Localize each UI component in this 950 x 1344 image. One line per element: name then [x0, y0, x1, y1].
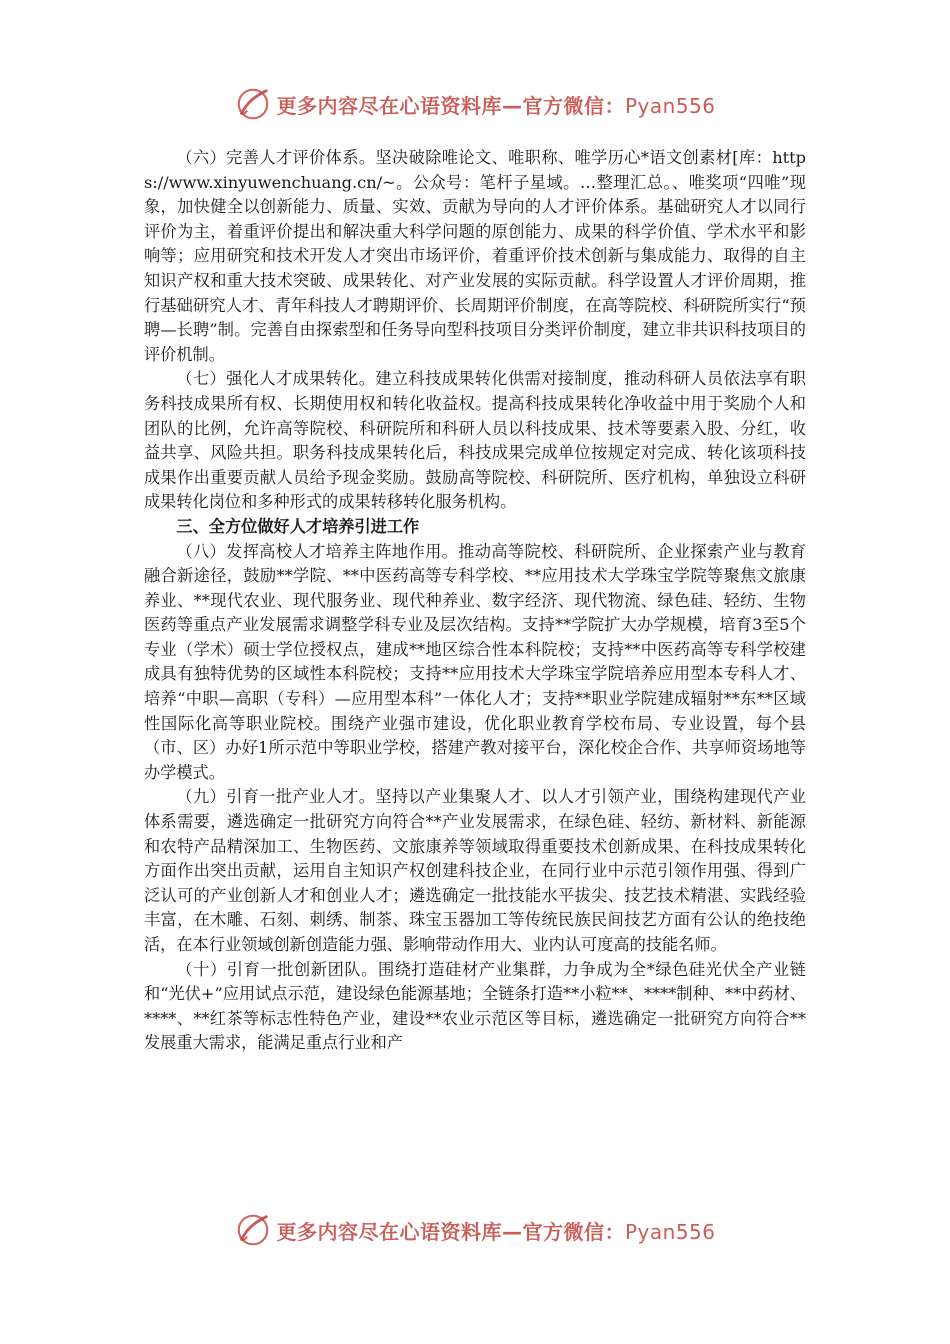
paragraph: （六）完善人才评价体系。坚决破除唯论文、唯职称、唯学历心*语文创素材[库：https://www.xinyuwenchuang.cn/~。公众号：笔杆子星域。…整理汇总。、唯奖项“四唯”现象，加快健全以创新能力、质量、实效、贡献为导向的人才评价体系。基础研究人才以同行评价为主，着重评价提出和解决重大科学问题的原创能力、成果的科学价值、学术水平和影响等；应用研究和技术开发人才突出市场评价，着重评价技术创新与集成能力、取得的自主知识产权和重大技术突破、成果转化、对产业发展的实际贡献。科学设置人才评价周期，推行基础研究人才、青年科技人才聘期评价、长周期评价制度，在高等院校、科研院所实行“预聘—长聘”制。完善自由探索型和任务导向型科技项目分类评价制度，建立非共识科技项目的评价机制。: [144, 148, 806, 364]
watermark-text: 更多内容尽在心语资料库—官方微信：Pyan556: [276, 1219, 716, 1244]
paragraph: （十）引育一批创新团队。围绕打造硅材产业集群，力争成为全*绿色硅光伏全产业链和“光伏+”应用试点示范，建设绿色能源基地；全链条打造**小粒**、****制种、**中药材、****、**红茶等标志性特色产业，建设**农业示范区等目标，遴选确定一批研究方向符合**发展重大需求，能满足重点行业和产: [144, 959, 806, 1053]
section-heading: 三、全方位做好人才培养引进工作: [176, 516, 420, 536]
pen-logo-icon: [234, 1211, 272, 1249]
watermark-banner-bottom: [0, 1210, 950, 1250]
paragraph: （九）引育一批产业人才。坚持以产业集聚人才、以人才引领产业，围绕构建现代产业体系需要，遴选确定一批研究方向符合**产业发展需求，在绿色硅、轻纺、新材料、新能源和农特产品精深加工、生物医药、文旅康养等领域取得重要技术创新成果、在科技成果转化方面作出突出贡献，运用自主知识产权创建科技企业，在同行业中示范引领作用强、得到广泛认可的产业创新人才和创业人才；遴选确定一批技能水平拔尖、技艺技术精湛、实践经验丰富，在木雕、石刻、刺绣、制茶、珠宝玉器加工等传统民族民间技艺方面有公认的绝技绝活，在本行业领域创新创造能力强、影响带动作用大、业内认可度高的技能名师。: [144, 787, 806, 954]
paragraph: （八）发挥高校人才培养主阵地作用。推动高等院校、科研院所、企业探索产业与教育融合新途径，鼓励**学院、**中医药高等专科学校、**应用技术大学珠宝学院等聚焦文旅康养业、**现代农业、现代服务业、现代种养业、数字经济、现代物流、绿色硅、轻纺、生物医药等重点产业发展需求调整学科专业及层次结构。支持**学院扩大办学规模，培育3至5个专业（学术）硕士学位授权点，建成**地区综合性本科院校；支持**中医药高等专科学校建成具有独特优势的区域性本科院校；支持**应用技术大学珠宝学院培养应用型本专科人才、培养“中职—高职（专科）—应用型本科”一体化人才；支持**职业学院建成辐射**东**区域性国际化高等职业院校。围绕产业强市建设，优化职业教育学校布局、专业设置，每个县（市、区）办好1所示范中等职业学校，搭建产教对接平台，深化校企合作、共享师资场地等办学模式。: [144, 541, 806, 782]
watermark-banner-top: [0, 84, 950, 124]
pen-logo-icon: [234, 85, 272, 123]
watermark-text: 更多内容尽在心语资料库—官方微信：Pyan556: [276, 93, 716, 118]
document-body: [144, 146, 806, 1056]
paragraph: （七）强化人才成果转化。建立科技成果转化供需对接制度，推动科研人员依法享有职务科技成果所有权、长期使用权和转化收益权。提高科技成果转化净收益中用于奖励个人和团队的比例，允许高等院校、科研院所和科研人员以科技成果、技术等要素入股、分红，收益共享、风险共担。职务科技成果转化后，科技成果完成单位按规定对完成、转化该项科技成果作出重要贡献人员给予现金奖励。鼓励高等院校、科研院所、医疗机构，单独设立科研成果转化岗位和多种形式的成果转移转化服务机构。: [144, 369, 806, 512]
